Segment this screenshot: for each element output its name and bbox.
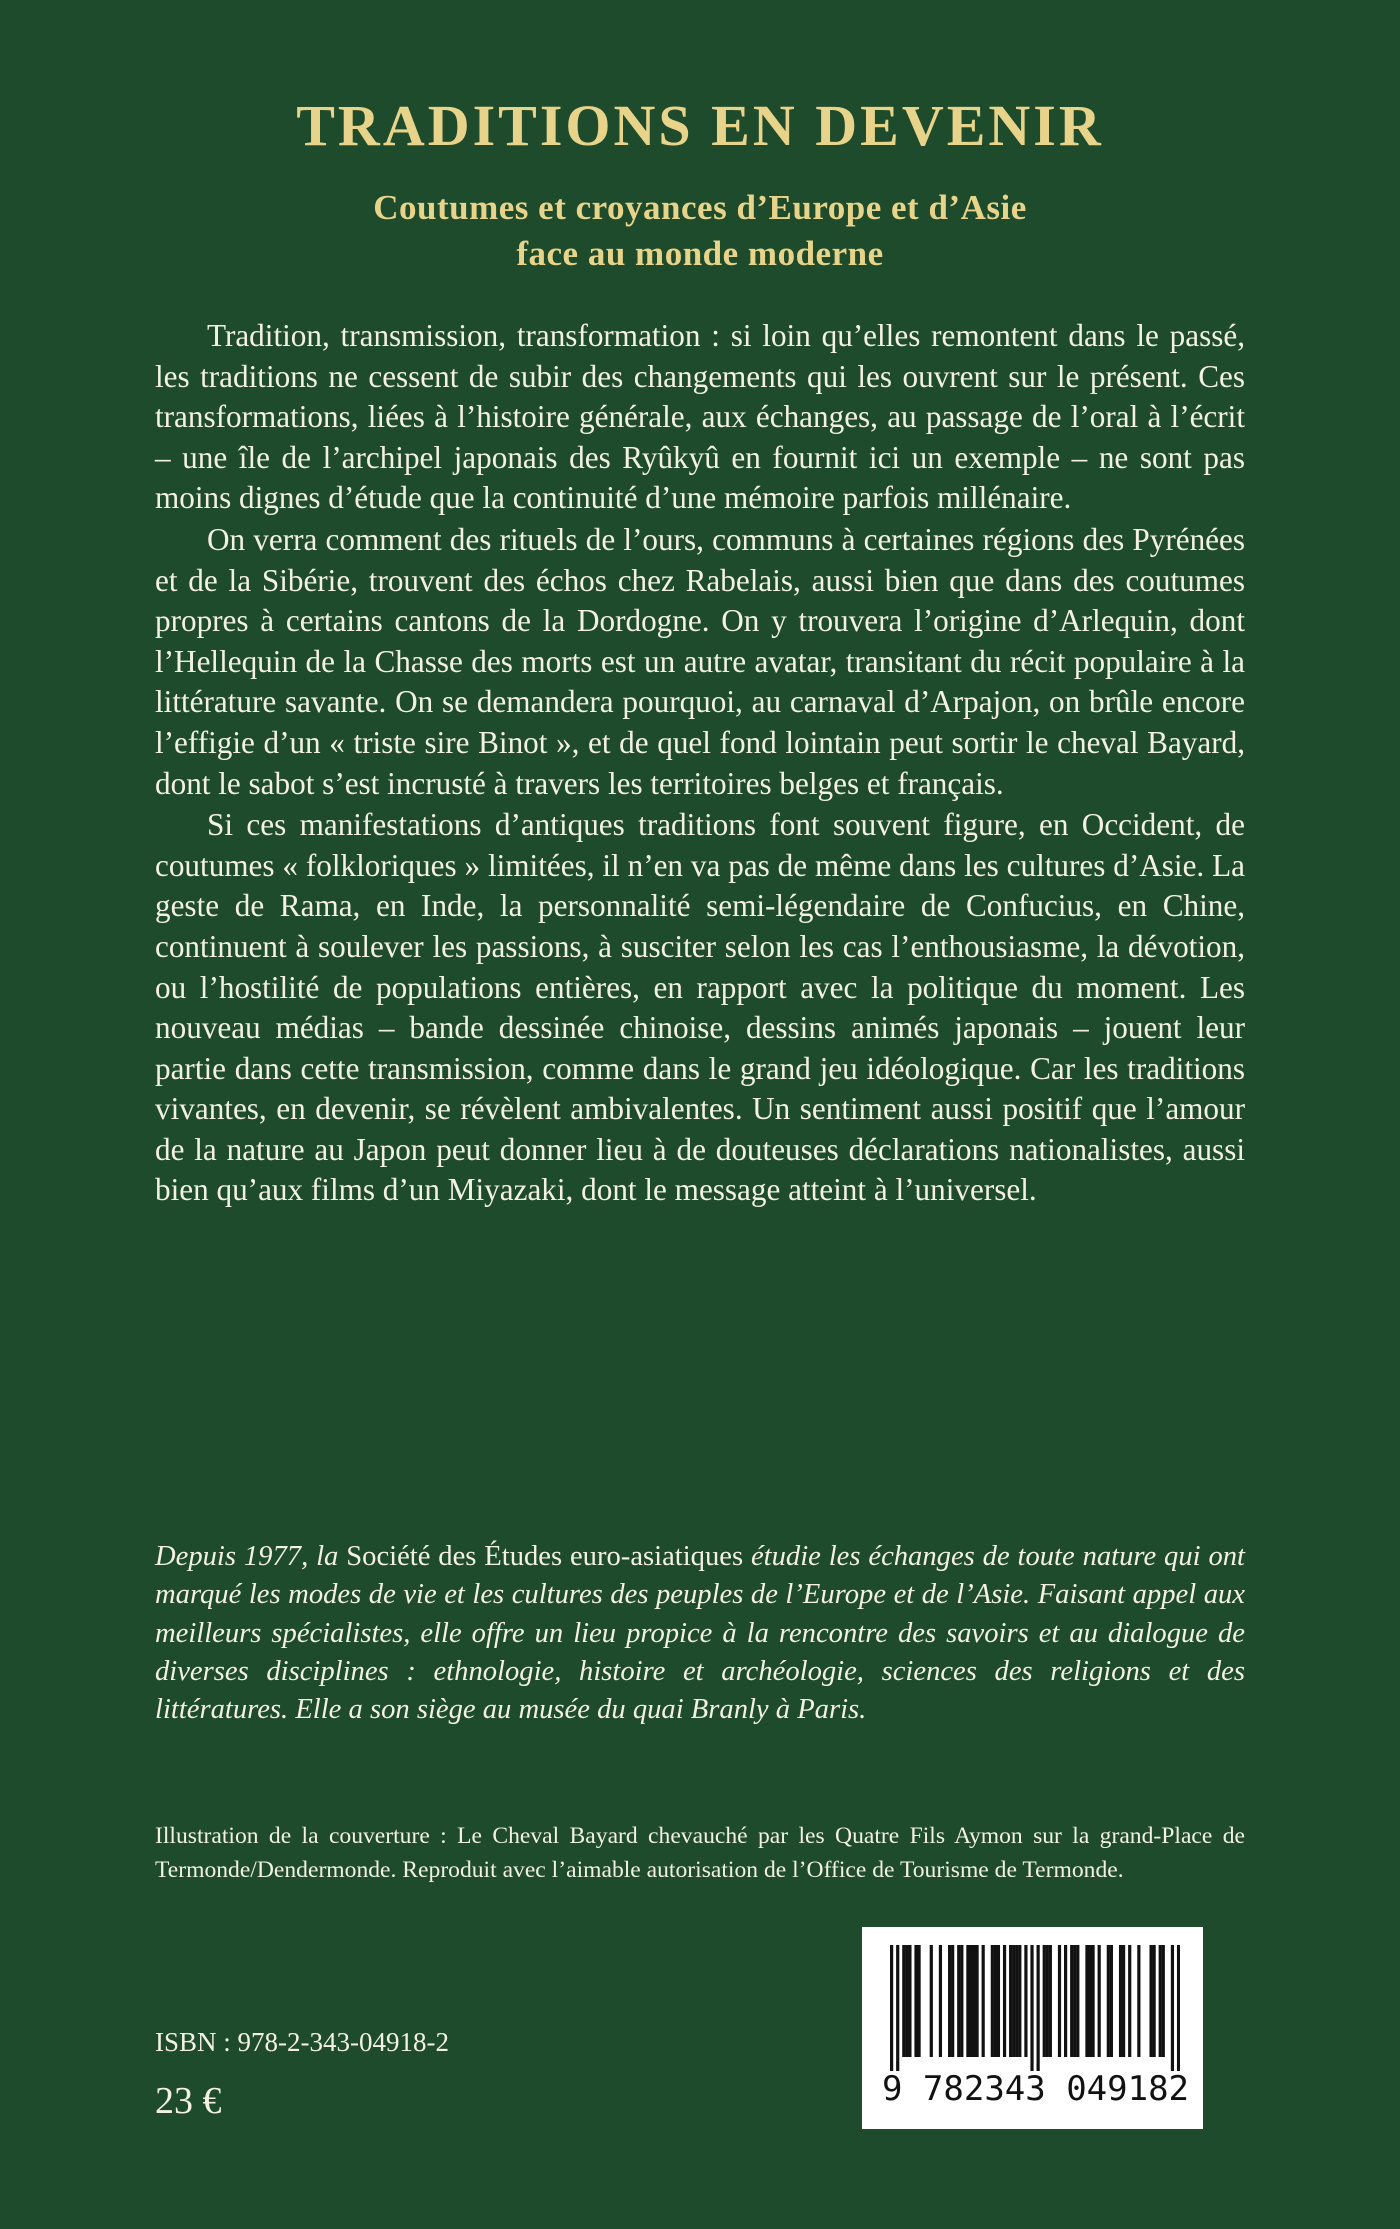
barcode-bar: [1085, 1945, 1088, 2057]
barcode-bar: [957, 1945, 960, 2057]
barcode-bar: [948, 1945, 951, 2057]
barcode-bar: [991, 1945, 994, 2057]
barcode-bar: [914, 1945, 917, 2057]
book-title: TRADITIONS EN DEVENIR: [296, 93, 1104, 158]
barcode-bar: [1015, 1945, 1018, 2057]
society-note-lead: Depuis 1977, la: [155, 1541, 339, 1572]
barcode-bar: [972, 1945, 975, 2057]
barcode-bar: [939, 1945, 942, 2057]
blurb-paragraph-2: On verra comment des rituels de l’ours, communs à certaines régions des Pyrénées et de la Sibérie, trouvent des échos chez Rabelais, aussi bien que dans des coutumes propres à certains cantons de la Dordogne. On y trouvera l’origine d’Arlequin, dont l’Hellequin de la Chasse des morts est un autre avatar, transitant du récit populaire à la littérature savante. On se demandera pourquoi, au carnaval d’Arpajon, on brûle encore l’effigie d’un « triste sire Binot », et de quel fond lointain peut sortir le cheval Bayard, dont le sabot s’est incrusté à travers les territoires belges et français.: [155, 521, 1245, 801]
barcode-digits: 9 782343 049182: [881, 2069, 1190, 2109]
barcode-bar: [1018, 1945, 1021, 2057]
barcode-bar: [902, 1945, 905, 2057]
barcode-bar: [1024, 1945, 1027, 2057]
barcode-bar: [930, 1945, 933, 2057]
barcode-bar: [1073, 1945, 1076, 2057]
illustration-credit: Illustration de la couverture : Le Cheval Bayard chevauché par les Quatre Fils Aymon sur la grand-Place de Termonde/Dendermonde. Reproduit avec l’aimable autorisation de l’Office de Tourisme de Termonde.: [155, 1823, 1245, 1883]
book-subtitle-line-1: Coutumes et croyances d’Europe et d’Asie: [373, 188, 1027, 227]
barcode-bar: [1137, 1945, 1140, 2057]
barcode-bar: [1003, 1945, 1006, 2057]
barcode-guard-bar: [1171, 1945, 1174, 2071]
barcode: [862, 1927, 1203, 2129]
barcode-bar: [951, 1945, 954, 2057]
barcode-bar: [1064, 1945, 1067, 2057]
barcode-bar: [1149, 1945, 1152, 2057]
barcode-guard-bar: [896, 1945, 899, 2071]
barcode-guard-bar: [1030, 1945, 1033, 2071]
barcode-bar: [969, 1945, 972, 2057]
society-note: [155, 1538, 1245, 1729]
barcode-bar: [1119, 1945, 1122, 2057]
barcode-bar: [1012, 1945, 1015, 2057]
barcode-bar: [975, 1945, 978, 2057]
barcode-bar: [1162, 1945, 1165, 2057]
barcode-bar: [1070, 1945, 1073, 2057]
book-subtitle-line-2: face au monde moderne: [516, 234, 884, 273]
barcode-bar: [1009, 1945, 1012, 2057]
blurb-paragraph-1: Tradition, transmission, transformation : si loin qu’elles remontent dans le passé, les traditions ne cessent de subir des changements qui les ouvrent sur le présent. Ces transformations, liées à l’histoire générale, aux échanges, au passage de l’oral à l’écrit – une île de l’archipel japonais des Ryûkyû en fournit ici un exemple – ne sont pas moins dignes d’étude que la continuité d’une mémoire parfois millénaire.: [155, 318, 1245, 516]
barcode-bar: [905, 1945, 908, 2057]
blurb-paragraph-3: Si ces manifestations d’antiques traditions font souvent figure, en Occident, de coutumes « folkloriques » limitées, il n’en va pas de même dans les cultures d’Asie. La geste de Rama, en Inde, la personnalité semi-légendaire de Confucius, en Chine, continuent à soulever les passions, à susciter selon les cas l’enthousiasme, la dévotion, ou l’hostilité de populations entières, en rapport avec la politique du moment. Les nouveau médias – bande dessinée chinoise, dessins animés japonais – jouent leur partie dans cette transmission, comme dans le grand jeu idéologique. Car les traditions vivantes, en devenir, se révèlent ambivalentes. Un sentiment aussi positif que l’amour de la nature au Japon peut donner lieu à de douteuses déclarations nationalistes, aussi bien qu’aux films d’un Miyazaki, dont le message atteint à l’universel.: [155, 807, 1245, 1208]
barcode-bar: [1058, 1945, 1061, 2057]
barcode-bar: [994, 1945, 997, 2057]
barcode-bar: [1107, 1945, 1110, 2057]
barcode-bar: [1046, 1945, 1049, 2057]
barcode-bar: [917, 1945, 920, 2057]
barcode-bar: [1091, 1945, 1094, 2057]
barcode-bar: [1122, 1945, 1125, 2057]
barcode-guard-bar: [1177, 1945, 1180, 2071]
blurb: [155, 316, 1245, 1211]
barcode-bar: [1088, 1945, 1091, 2057]
barcode-bar: [960, 1945, 963, 2057]
barcode-bars: [890, 1945, 1180, 2071]
barcode-bar: [1049, 1945, 1052, 2057]
barcode-bar: [997, 1945, 1000, 2057]
barcode-bar: [1043, 1945, 1046, 2057]
barcode-guard-bar: [1037, 1945, 1040, 2071]
barcode-bar: [966, 1945, 969, 2057]
barcode-bar: [1128, 1945, 1131, 2057]
barcode-bar: [1098, 1945, 1101, 2057]
barcode-bar: [982, 1945, 985, 2057]
barcode-bar: [1110, 1945, 1113, 2057]
barcode-bar: [1076, 1945, 1079, 2057]
isbn: ISBN : 978-2-343-04918-2: [155, 2027, 449, 2057]
price: 23 €: [155, 2080, 222, 2122]
barcode-guard-bar: [890, 1945, 893, 2071]
barcode-bar: [908, 1945, 911, 2057]
barcode-bar: [1159, 1945, 1162, 2057]
barcode-bar: [1153, 1945, 1156, 2057]
society-name: Société des Études euro-asiatiques: [346, 1541, 744, 1572]
society-note-rest: étudie les échanges de toute nature qui ont marqué les modes de vie et les cultures des peuples de l’Europe et de l’Asie. Faisant appel aux meilleurs spécialistes, elle offre un lieu propice à la rencontre des savoirs et au dialogue de diverses disciplines : ethnologie, histoire et archéologie, sciences des religions et des littératures. Elle a son siège au musée du quai Branly à Paris.: [155, 1541, 1246, 1726]
